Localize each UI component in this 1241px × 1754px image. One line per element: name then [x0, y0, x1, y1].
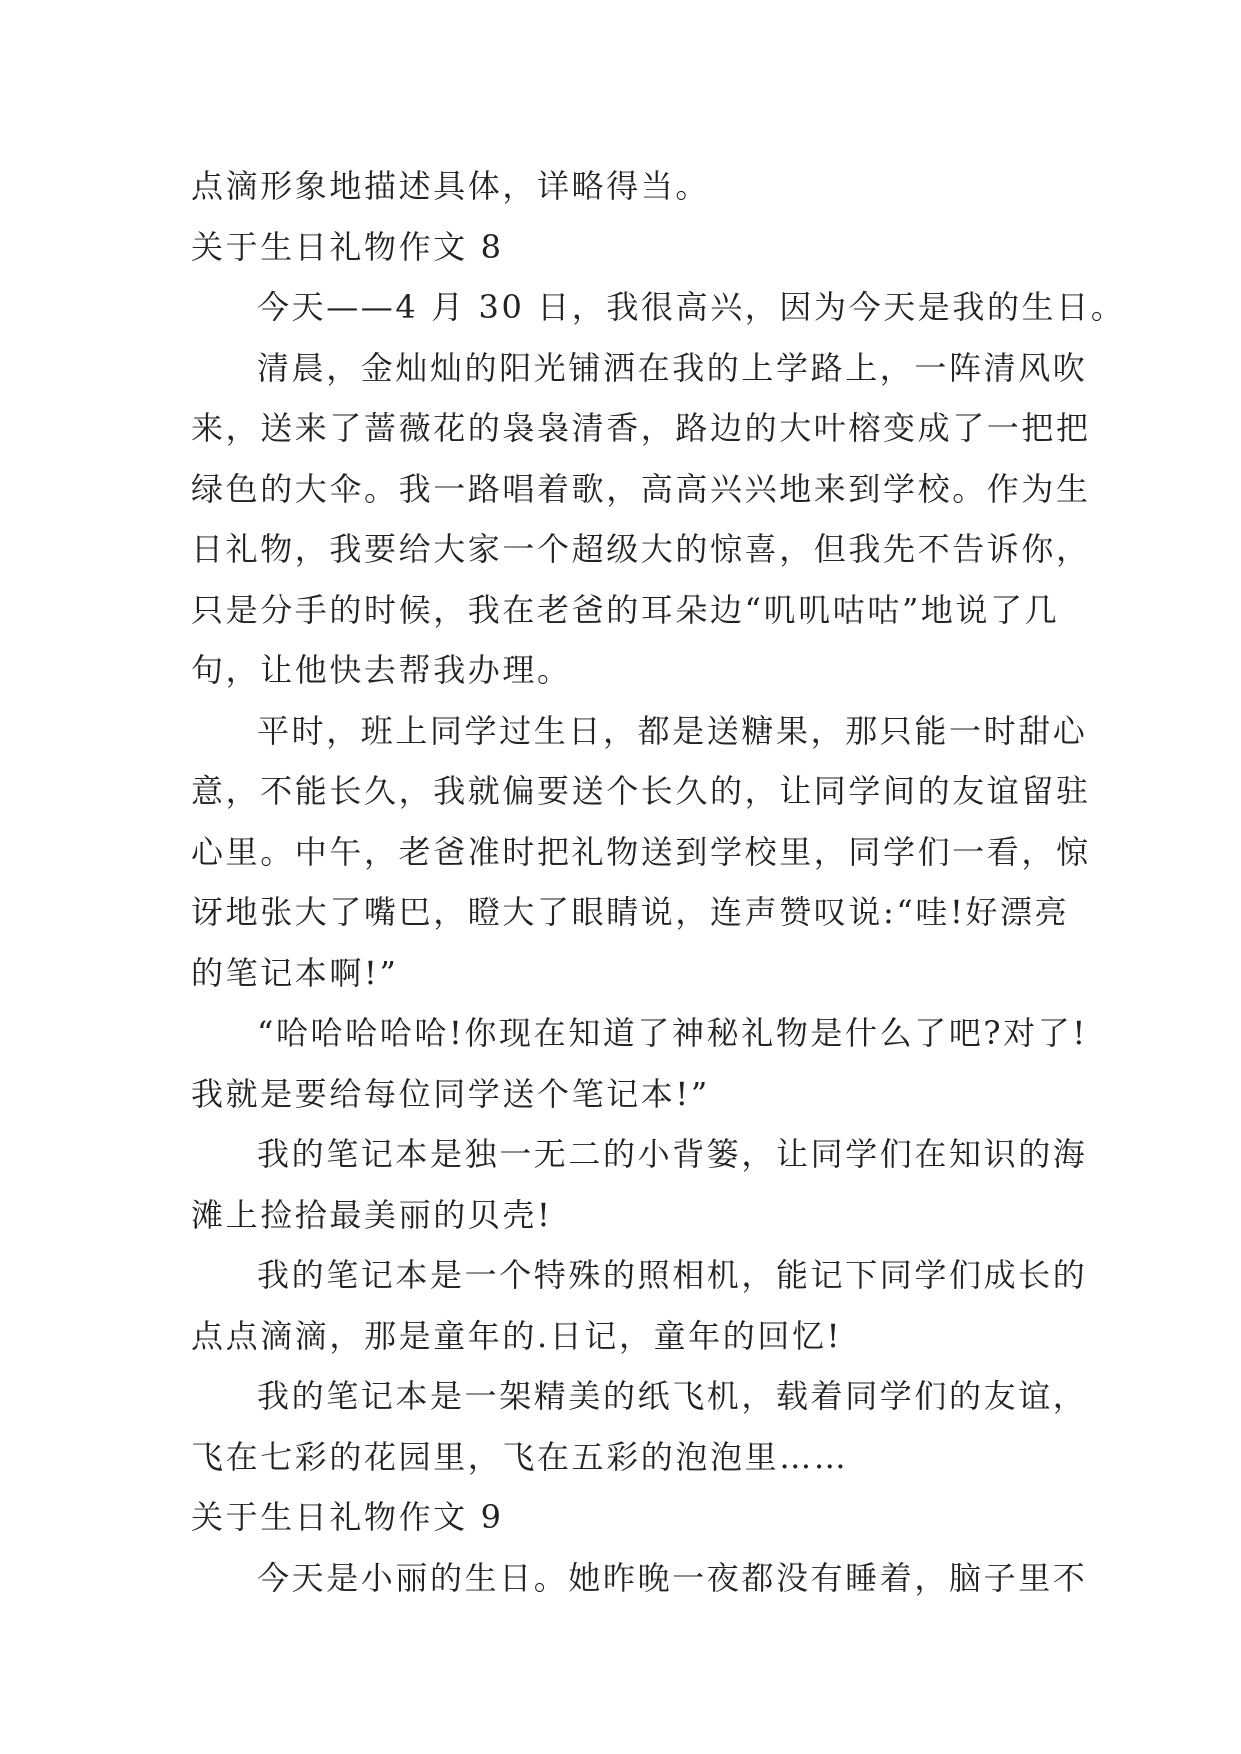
- section-heading-8: 关于生日礼物作文 8: [191, 227, 504, 266]
- text-line: 只是分手的时候，我在老爸的耳朵边“叽叽咕咕”地说了几: [191, 590, 1060, 629]
- text-line: 日礼物，我要给大家一个超级大的惊喜，但我先不告诉你，: [191, 530, 1091, 568]
- text-line: 今天——4 月 30 日，我很高兴，因为今天是我的生日。: [257, 288, 1126, 326]
- text-line: 绿色的大伞。我一路唱着歌，高高兴兴地来到学校。作为生: [191, 469, 1091, 508]
- text-line: 句，让他快去帮我办理。: [191, 651, 572, 689]
- text-line: 我的笔记本是独一无二的小背篓，让同学们在知识的海: [257, 1135, 1088, 1173]
- text-line: 我的笔记本是一个特殊的照相机，能记下同学们成长的: [257, 1256, 1088, 1294]
- document-body: [191, 156, 1126, 1608]
- section-heading-9: 关于生日礼物作文 9: [191, 1498, 504, 1536]
- text-line: 今天是小丽的生日。她昨晚一夜都没有睡着，脑子里不: [257, 1558, 1088, 1597]
- text-line: 来，送来了蔷薇花的袅袅清香，路边的大叶榕变成了一把把: [191, 409, 1091, 447]
- text-line: 飞在七彩的花园里，飞在五彩的泡泡里……: [191, 1437, 849, 1476]
- text-line: “哈哈哈哈哈!你现在知道了神秘礼物是什么了吧?对了!: [257, 1014, 1088, 1052]
- text-line: 的笔记本啊!”: [191, 953, 399, 992]
- text-line: 平时，班上同学过生日，都是送糖果，那只能一时甜心: [257, 711, 1088, 750]
- text-line: 点点滴滴，那是童年的.日记，童年的回忆!: [191, 1316, 843, 1355]
- text-line: 心里。中午，老爸准时把礼物送到学校里，同学们一看，惊: [191, 832, 1091, 871]
- text-line: 我就是要给每位同学送个笔记本!”: [191, 1074, 710, 1113]
- text-line: 滩上捡拾最美丽的贝壳!: [191, 1195, 553, 1234]
- text-line: 我的笔记本是一架精美的纸飞机，载着同学们的友谊，: [257, 1377, 1088, 1415]
- text-line: 清晨，金灿灿的阳光铺洒在我的上学路上，一阵清风吹: [257, 348, 1088, 387]
- text-line: 讶地张大了嘴巴，瞪大了眼睛说，连声赞叹说:“哇!好漂亮: [191, 893, 1070, 931]
- text-line: 意，不能长久，我就偏要送个长久的，让同学间的友谊留驻: [191, 772, 1091, 810]
- text-line: 点滴形象地描述具体，详略得当。: [191, 167, 711, 205]
